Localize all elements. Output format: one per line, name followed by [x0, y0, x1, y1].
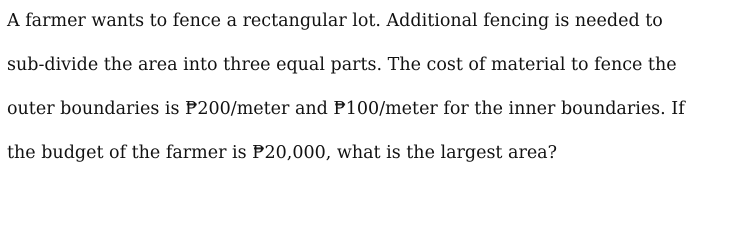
problem-line-1: A farmer wants to fence a rectangular lot. Additional fencing is needed to — [7, 11, 663, 31]
problem-statement — [7, 3, 733, 179]
problem-line-3: outer boundaries is ₱200/meter and ₱100/meter for the inner boundaries. If — [7, 99, 685, 119]
problem-line-4: the budget of the farmer is ₱20,000, what is the largest area? — [7, 143, 558, 163]
problem-line-2: sub-divide the area into three equal parts. The cost of material to fence the — [7, 55, 677, 75]
